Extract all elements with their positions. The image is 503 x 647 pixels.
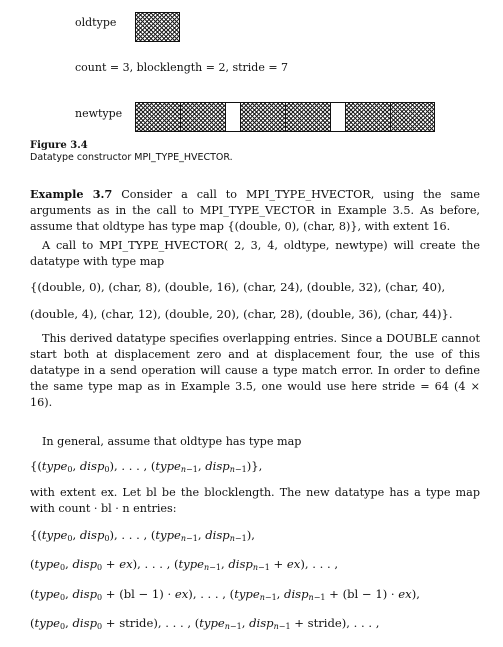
general-paragraph: with extent ex. Let bl be the blocklength. The new datatype has a type map with count · bl · n entries: (30, 486, 480, 515)
example-paragraph-1 (30, 186, 480, 235)
newtype-gap (330, 102, 346, 132)
equation-line-3: (type$_0$, disp$_0$ + (bl − 1) · ex), . . . , (type$_{n-1}$, disp$_{n-1}$ + (bl − 1) · ex), (30, 587, 420, 602)
general-intro: In general, assume that oldtype has type map (42, 435, 302, 448)
type-map-line-1: {(double, 0), (char, 8), (double, 16), (char, 24), (double, 32), (char, 40), (30, 280, 446, 294)
example-heading: Example 3.7 (30, 187, 113, 201)
newtype-gap (225, 102, 241, 132)
newtype-cell (345, 102, 391, 132)
oldtype-label: oldtype (75, 16, 117, 29)
newtype-cell (180, 102, 226, 132)
equation-line-4: (type$_0$, disp$_0$ + stride), . . . , (type$_{n-1}$, disp$_{n-1}$ + stride), . . . , (30, 616, 380, 631)
newtype-cell (135, 102, 181, 132)
figure-caption-text: Datatype constructor MPI_TYPE_HVECTOR. (30, 152, 233, 163)
oldtype-block (135, 12, 180, 42)
newtype-label: newtype (75, 107, 123, 120)
type-map-line-2: (double, 4), (char, 12), (double, 20), (char, 28), (double, 36), (char, 44)}. (30, 307, 453, 321)
equation-line-2: (type$_0$, disp$_0$ + ex), . . . , (type$_{n-1}$, disp$_{n-1}$ + ex), . . . , (30, 557, 339, 572)
newtype-cell (390, 102, 435, 132)
figure-caption-title: Figure 3.4 (30, 140, 88, 151)
example-paragraph-2: A call to MPI_TYPE_HVECTOR( 2, 3, 4, oldtype, newtype) will create the datatype with type map (30, 239, 480, 268)
general-typemap: {(type$_0$, disp$_0$), . . . , (type$_{n-1}$, disp$_{n-1}$)}, (30, 459, 263, 474)
params-label: count = 3, blocklength = 2, stride = 7 (75, 61, 289, 74)
newtype-strip (135, 102, 435, 132)
example-p1-text: Consider a call to MPI_TYPE_HVECTOR, using the same arguments as in the call to MPI_TYPE_VECTOR in Example 3.5. As before, assume that oldtype has type map {(double, 0), (char, 8)}, with extent 16. (30, 188, 480, 233)
newtype-cell (285, 102, 331, 132)
equation-line-1: {(type$_0$, disp$_0$), . . . , (type$_{n-1}$, disp$_{n-1}$), (30, 528, 255, 543)
example-paragraph-3: This derived datatype specifies overlapping entries. Since a DOUBLE cannot start both at displacement zero and at displacement four, the use of this datatype in a send operation will cause a type match error. In order to define the same type map as in Example 3.5, one would use here stride = 64 (4 × 16). (30, 332, 480, 409)
newtype-cell (240, 102, 286, 132)
